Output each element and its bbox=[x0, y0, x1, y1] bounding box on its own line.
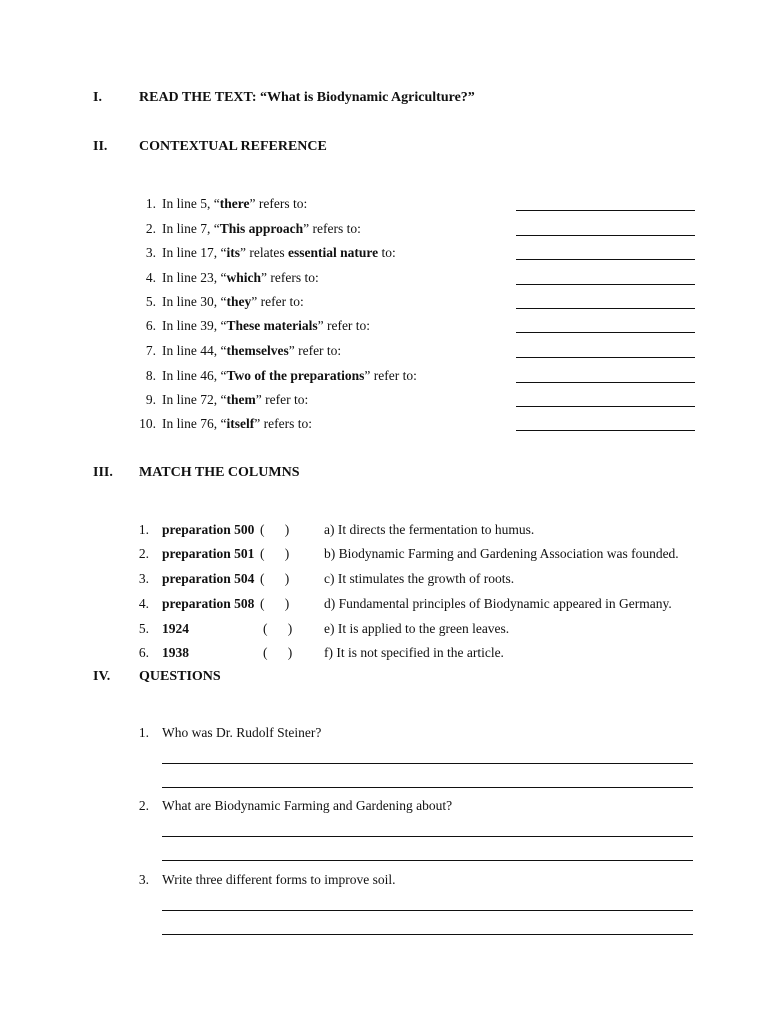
item-number: 2. bbox=[138, 546, 149, 561]
section-4-number: IV. bbox=[93, 669, 111, 684]
item-prompt bbox=[162, 368, 417, 384]
match-left-term: preparation 500 bbox=[162, 522, 255, 537]
answer-blank-line[interactable] bbox=[516, 308, 695, 309]
prompt-text: In line 7, “ bbox=[162, 221, 220, 236]
item-number: 2. bbox=[145, 221, 156, 236]
answer-line[interactable] bbox=[162, 910, 693, 911]
item-number: 10. bbox=[139, 416, 156, 431]
answer-blank-line[interactable] bbox=[516, 210, 695, 211]
match-answer-parentheses[interactable]: ( ) bbox=[260, 522, 290, 537]
prompt-text: ” refers to: bbox=[249, 196, 308, 211]
answer-blank-line[interactable] bbox=[516, 382, 695, 383]
item-number: 6. bbox=[145, 318, 156, 333]
question-text: What are Biodynamic Farming and Gardening about? bbox=[162, 798, 453, 813]
match-left-term: preparation 504 bbox=[162, 571, 255, 586]
referent-word: its bbox=[226, 245, 240, 260]
item-prompt bbox=[162, 270, 319, 286]
section-3-title: MATCH THE COLUMNS bbox=[139, 465, 300, 480]
answer-blank-line[interactable] bbox=[516, 284, 695, 285]
referent-word: which bbox=[226, 270, 261, 285]
section-3-number: III. bbox=[93, 465, 113, 480]
answer-blank-line[interactable] bbox=[516, 259, 695, 260]
prompt-text: ” refer to: bbox=[255, 392, 309, 407]
match-right-option: b) Biodynamic Farming and Gardening Association was founded. bbox=[324, 546, 679, 561]
referent-word: there bbox=[219, 196, 250, 211]
referent-word: themselves bbox=[226, 343, 289, 358]
item-number: 2. bbox=[138, 798, 149, 813]
referent-word: they bbox=[226, 294, 252, 309]
item-number: 6. bbox=[138, 645, 149, 660]
prompt-text: ” refers to: bbox=[261, 270, 319, 285]
prompt-text: In line 5, “ bbox=[162, 196, 220, 211]
item-number: 8. bbox=[145, 368, 156, 383]
item-number: 5. bbox=[138, 621, 149, 636]
answer-blank-line[interactable] bbox=[516, 332, 695, 333]
prompt-text: ” relates bbox=[239, 245, 288, 260]
prompt-text: ” refer to: bbox=[364, 368, 417, 383]
answer-line[interactable] bbox=[162, 836, 693, 837]
item-number: 4. bbox=[138, 596, 149, 611]
answer-line[interactable] bbox=[162, 787, 693, 788]
item-prompt bbox=[162, 196, 307, 212]
section-4-title: QUESTIONS bbox=[139, 669, 221, 684]
match-right-option: f) It is not specified in the article. bbox=[324, 645, 504, 660]
item-number: 1. bbox=[145, 196, 156, 211]
answer-line[interactable] bbox=[162, 763, 693, 764]
item-number: 4. bbox=[145, 270, 156, 285]
section-2-number: II. bbox=[93, 139, 108, 154]
prompt-text: In line 23, “ bbox=[162, 270, 227, 285]
answer-line[interactable] bbox=[162, 934, 693, 935]
answer-blank-line[interactable] bbox=[516, 406, 695, 407]
item-number: 7. bbox=[145, 343, 156, 358]
referent-word: Two of the preparations bbox=[226, 368, 365, 383]
item-prompt bbox=[162, 392, 308, 408]
match-answer-parentheses[interactable]: ( ) bbox=[263, 621, 293, 636]
prompt-text: ” refers to: bbox=[254, 416, 312, 431]
answer-blank-line[interactable] bbox=[516, 357, 695, 358]
match-right-option: c) It stimulates the growth of roots. bbox=[324, 571, 515, 586]
match-left-term: 1938 bbox=[162, 645, 189, 660]
item-prompt bbox=[162, 416, 312, 432]
match-right-option: d) Fundamental principles of Biodynamic appeared in Germany. bbox=[324, 596, 672, 611]
item-number: 9. bbox=[145, 392, 156, 407]
item-number: 1. bbox=[138, 725, 149, 740]
referent-word: itself bbox=[226, 416, 255, 431]
prompt-text: ” refer to: bbox=[317, 318, 371, 333]
prompt-text: In line 39, “ bbox=[162, 318, 227, 333]
section-1-title: READ THE TEXT: “What is Biodynamic Agriculture?” bbox=[139, 90, 475, 105]
section-2-title: CONTEXTUAL REFERENCE bbox=[139, 139, 327, 154]
prompt-text: In line 72, “ bbox=[162, 392, 227, 407]
match-answer-parentheses[interactable]: ( ) bbox=[260, 571, 290, 586]
match-right-option: e) It is applied to the green leaves. bbox=[324, 621, 510, 636]
prompt-text: In line 30, “ bbox=[162, 294, 227, 309]
answer-line[interactable] bbox=[162, 860, 693, 861]
match-right-option: a) It directs the fermentation to humus. bbox=[324, 522, 535, 537]
prompt-text: In line 46, “ bbox=[162, 368, 227, 383]
item-number: 5. bbox=[145, 294, 156, 309]
item-number: 1. bbox=[138, 522, 149, 537]
referent-word: This approach bbox=[219, 221, 304, 236]
question-text: Write three different forms to improve soil. bbox=[162, 872, 396, 887]
match-answer-parentheses[interactable]: ( ) bbox=[260, 596, 290, 611]
referent-word: essential nature bbox=[287, 245, 379, 260]
answer-blank-line[interactable] bbox=[516, 430, 695, 431]
prompt-text: to: bbox=[378, 245, 396, 260]
referent-word: them bbox=[226, 392, 256, 407]
item-number: 3. bbox=[145, 245, 156, 260]
prompt-text: ” refers to: bbox=[303, 221, 361, 236]
match-answer-parentheses[interactable]: ( ) bbox=[260, 546, 290, 561]
match-left-term: 1924 bbox=[162, 621, 189, 636]
prompt-text: ” refer to: bbox=[288, 343, 342, 358]
prompt-text: In line 44, “ bbox=[162, 343, 227, 358]
answer-blank-line[interactable] bbox=[516, 235, 695, 236]
item-prompt bbox=[162, 294, 304, 310]
match-answer-parentheses[interactable]: ( ) bbox=[263, 645, 293, 660]
prompt-text: ” refer to: bbox=[251, 294, 304, 309]
item-prompt bbox=[162, 343, 341, 359]
item-prompt bbox=[162, 221, 361, 237]
section-1-number: I. bbox=[93, 90, 102, 105]
item-prompt bbox=[162, 245, 396, 261]
referent-word: These materials bbox=[226, 318, 318, 333]
prompt-text: In line 17, “ bbox=[162, 245, 227, 260]
item-number: 3. bbox=[138, 872, 149, 887]
match-left-term: preparation 501 bbox=[162, 546, 255, 561]
question-text: Who was Dr. Rudolf Steiner? bbox=[162, 725, 322, 740]
prompt-text: In line 76, “ bbox=[162, 416, 227, 431]
item-number: 3. bbox=[138, 571, 149, 586]
item-prompt bbox=[162, 318, 370, 334]
match-left-term: preparation 508 bbox=[162, 596, 255, 611]
